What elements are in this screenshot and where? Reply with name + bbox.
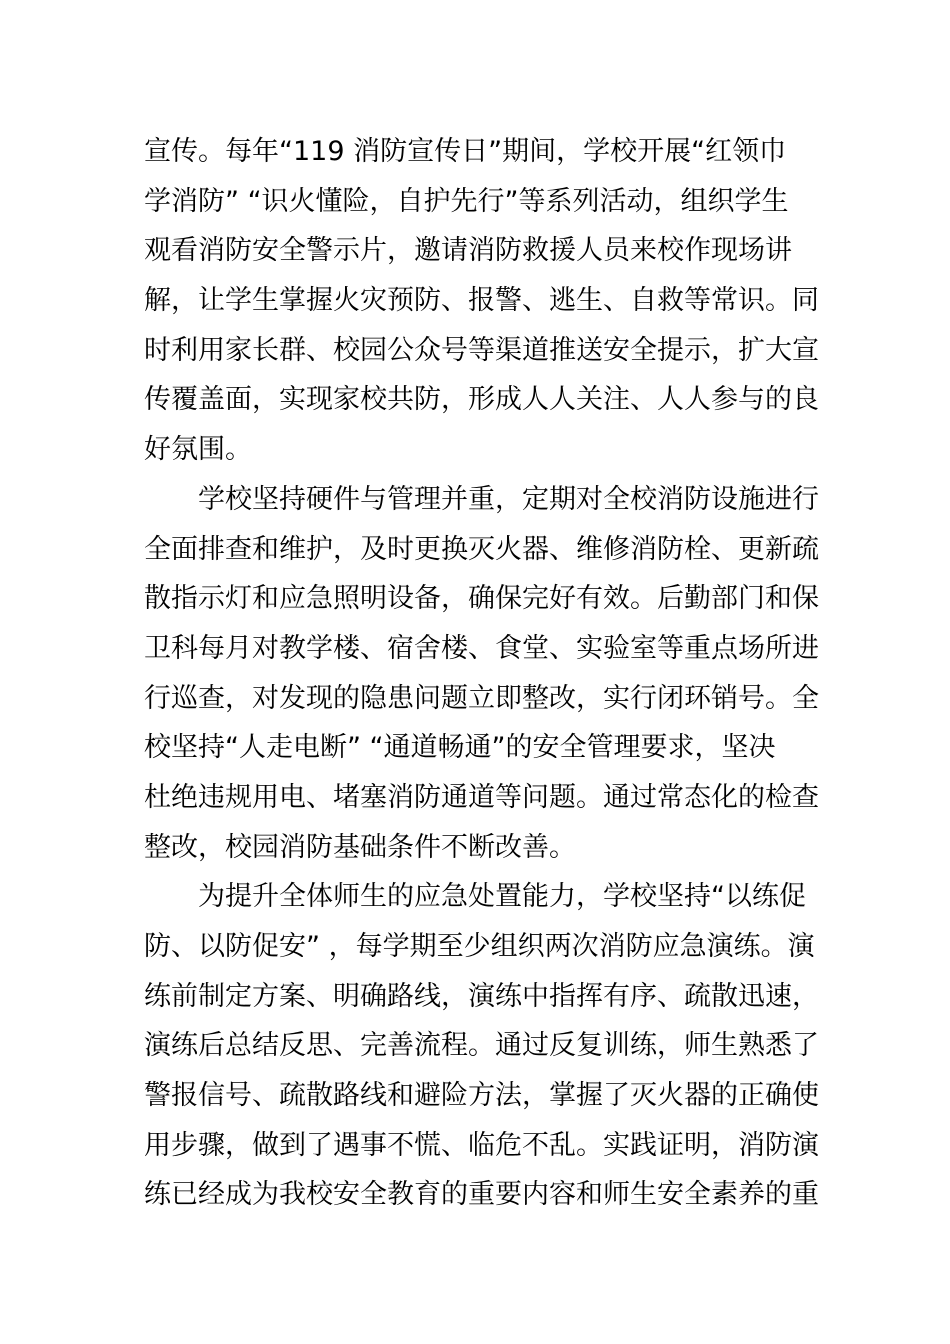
text-line: 整改，校园消防基础条件不断改善。 — [144, 831, 576, 863]
text-line: 校坚持“人走电断” “通道畅通”的安全管理要求，坚决 — [144, 732, 776, 764]
text-line: 学消防” “识火懂险，自护先行”等系列活动，组织学生 — [144, 185, 789, 217]
text-line: 用步骤，做到了遇事不慌、临危不乱。实践证明，消防演 — [144, 1129, 819, 1161]
text-line: 防、以防促安” ，每学期至少组织两次消防应急演练。演 — [144, 931, 815, 962]
text-line: 杜绝违规用电、堵塞消防通道等问题。通过常态化的检查 — [144, 781, 819, 813]
text-line: 传覆盖面，实现家校共防，形成人人关注、人人参与的良 — [144, 384, 819, 416]
body-text — [144, 127, 819, 1220]
text-line: 时利用家长群、校园公众号等渠道推送安全提示，扩大宣 — [144, 334, 819, 366]
text-line: 演练后总结反思、完善流程。通过反复训练，师生熟悉了 — [144, 1030, 819, 1062]
text-line: 行巡查，对发现的隐患问题立即整改，实行闭环销号。全 — [144, 682, 819, 714]
text-line: 观看消防安全警示片，邀请消防救援人员来校作现场讲 — [144, 235, 792, 267]
paragraph-start-line: 学校坚持硬件与管理并重，定期对全校消防设施进行 — [198, 483, 819, 515]
text-line: 练已经成为我校安全教育的重要内容和师生安全素养的重 — [144, 1179, 819, 1211]
text-line: 全面排查和维护，及时更换灭火器、维修消防栓、更新疏 — [144, 533, 819, 565]
text-line: 散指示灯和应急照明设备，确保完好有效。后勤部门和保 — [144, 583, 819, 615]
text-line: 好氛围。 — [144, 434, 252, 466]
text-line: 练前制定方案、明确路线，演练中指挥有序、疏散迅速， — [144, 980, 819, 1012]
text-line: 解，让学生掌握火灾预防、报警、逃生、自救等常识。同 — [144, 285, 819, 317]
text-line: 警报信号、疏散路线和避险方法，掌握了灭火器的正确使 — [144, 1080, 819, 1112]
text-line: 卫科每月对教学楼、宿舍楼、食堂、实验室等重点场所进 — [144, 632, 819, 664]
paragraph-start-line: 为提升全体师生的应急处置能力，学校坚持“以练促 — [198, 881, 806, 913]
text-line: 宣传。每年“119 消防宣传日”期间，学校开展“红领巾 — [144, 136, 787, 167]
